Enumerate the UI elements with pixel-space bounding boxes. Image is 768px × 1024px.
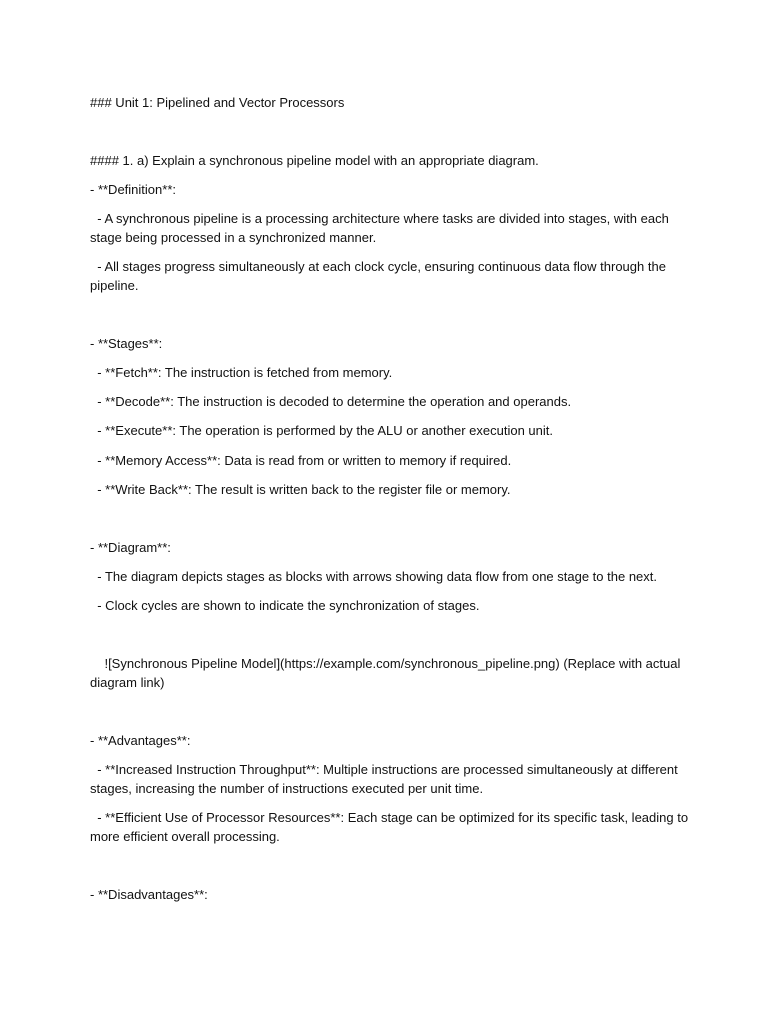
diagram-image-link: ![Synchronous Pipeline Model](https://example.com/synchronous_pipeline.png) (Replace with actual diagram link) xyxy=(90,656,685,690)
definition-item-1: - A synchronous pipeline is a processing architecture where tasks are divided into stages, with each stage being processed in a synchronized manner. xyxy=(90,211,673,245)
definition-item-2: - All stages progress simultaneously at each clock cycle, ensuring continuous data flow through the pipeline. xyxy=(90,259,670,293)
question-heading: #### 1. a) Explain a synchronous pipeline model with an appropriate diagram. xyxy=(90,153,539,168)
stages-label: - **Stages**: xyxy=(90,336,163,351)
stage-write-back: - **Write Back**: The result is written back to the register file or memory. xyxy=(90,482,511,497)
stage-execute: - **Execute**: The operation is performed by the ALU or another execution unit. xyxy=(90,423,553,438)
unit-heading: ### Unit 1: Pipelined and Vector Processors xyxy=(90,95,345,110)
stage-decode: - **Decode**: The instruction is decoded to determine the operation and operands. xyxy=(90,394,572,409)
diagram-label: - **Diagram**: xyxy=(90,540,171,555)
disadvantages-label: - **Disadvantages**: xyxy=(90,887,208,902)
stage-fetch: - **Fetch**: The instruction is fetched from memory. xyxy=(90,365,393,380)
advantage-item-2: - **Efficient Use of Processor Resources**: Each stage can be optimized for its specific task, leading to more efficient overall processing. xyxy=(90,810,692,844)
diagram-item-2: - Clock cycles are shown to indicate the synchronization of stages. xyxy=(90,598,480,613)
diagram-item-1: - The diagram depicts stages as blocks with arrows showing data flow from one stage to the next. xyxy=(90,569,657,584)
advantage-item-1: - **Increased Instruction Throughput**: Multiple instructions are processed simultaneously at different stages, increasing the number of instructions executed per unit time. xyxy=(90,762,682,796)
stage-memory-access: - **Memory Access**: Data is read from or written to memory if required. xyxy=(90,453,512,468)
advantages-label: - **Advantages**: xyxy=(90,733,191,748)
definition-label: - **Definition**: xyxy=(90,182,176,197)
